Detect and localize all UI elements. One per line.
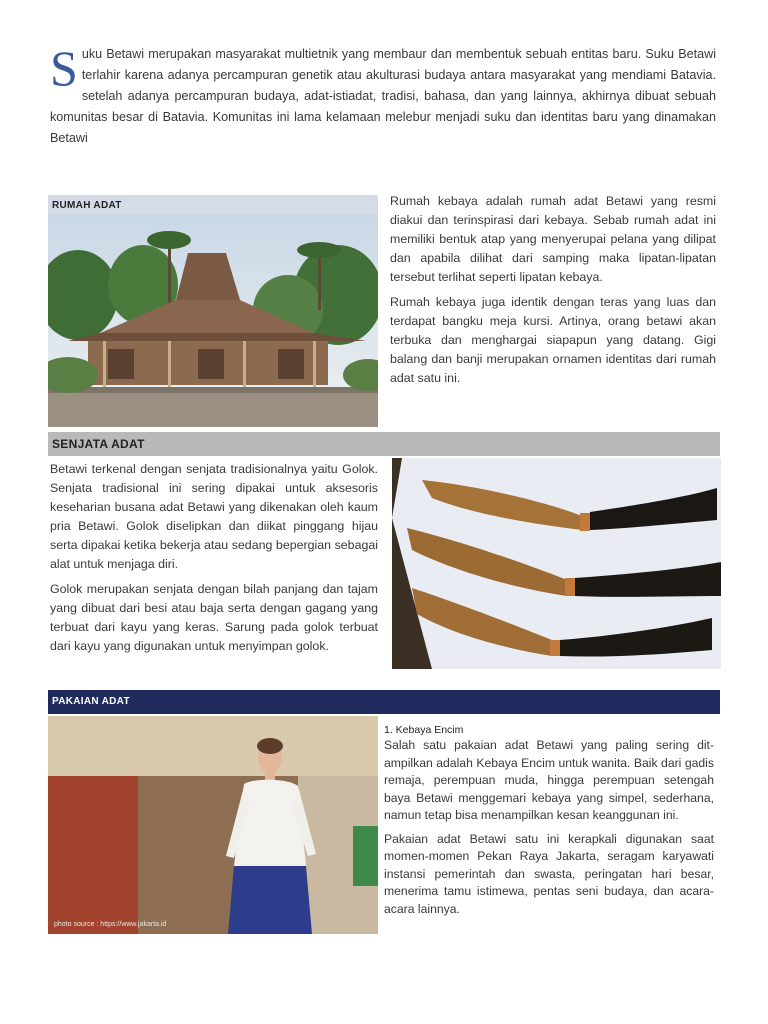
senjata-adat-label: SENJATA ADAT xyxy=(52,437,145,451)
kebaya-model-image xyxy=(48,716,378,934)
rumah-paragraph-2: Rumah kebaya juga identik dengan teras yang luas dan terdapat bangku meja kursi. Artinya, orang betawi akan terbuka dan menghargai siapapun yang datang. Gigi balang dan banji merupakan ornamen identitas dari rumah adat satu ini. xyxy=(390,295,716,385)
pakaian-adat-label-bar xyxy=(48,690,720,714)
photo-caption: photo source : https://www.jakarta.id xyxy=(54,921,167,928)
rumah-adat-photo xyxy=(48,215,378,427)
senjata-paragraph-2: Golok merupakan senjata dengan bilah panjang dan tajam yang dibuat dari besi atau baja serta dengan gagang yang terbuat dari kayu yang keras. Sarung pada golok terbuat dari kayu yang digunakan untuk menyimpan golok. xyxy=(50,582,378,653)
kebaya-encim-heading: 1. Kebaya Encim xyxy=(384,724,464,736)
pakaian-paragraph-1: Salah satu pakaian adat Betawi yang paling sering dit-ampilkan adalah Kebaya Encim untuk wanita. Baik dari gadis remaja, perempuan muda, hingga perempuan setengah baya Betawi menggemari kebaya yang simpel, sederhana, namun tetap bisa menampilkan kesan keanggunan ini. xyxy=(384,738,714,822)
rumah-paragraph-1: Rumah kebaya adalah rumah adat Betawi yang resmi diakui dan terinspirasi dari kebaya. Sebab rumah adat ini memiliki bentuk atap yang menyerupai pelana yang dilipat dan apabila dilihat dari samping maka lipatan-lipatan tersebut terlihat seperti lipatan kebaya. xyxy=(390,194,716,284)
intro-text: uku Betawi merupakan masyarakat multietnik yang membaur dan membentuk sebuah entitas baru. Suku Betawi terlahir karena adanya percampuran genetik atau akulturasi budaya antara masyarakat yang mendiami Batavia. setelah adanya percampuran budaya, adat-istiadat, tradisi, bahasa, dan yang lainnya, akhirnya dibuat sebuah komunitas besar di Batavia. Komunitas ini lama kelamaan melebur menjadi suku dan identitas baru yang dinamakan Betawi xyxy=(50,47,716,145)
drop-cap: S xyxy=(50,40,78,96)
senjata-paragraph-1: Betawi terkenal dengan senjata tradisionalnya yaitu Golok. Senjata tradisional ini sering dipakai untuk aksesoris keseharian busana adat Betawi yang dikenakan oleh kaum pria Betawi. Golok diselipkan dan diikat pinggang hijau serta dipakai ketika bekerja atau sedang bepergian sebagai alat untuk menjaga diri. xyxy=(50,462,378,571)
golok-photo xyxy=(392,458,721,669)
senjata-adat-label-bar xyxy=(48,432,720,456)
rumah-adat-label: RUMAH ADAT xyxy=(52,200,122,211)
pakaian-adat-text xyxy=(384,724,714,924)
traditional-house-image xyxy=(48,215,378,427)
rumah-adat-label-bar xyxy=(48,195,378,215)
senjata-adat-text xyxy=(50,460,378,662)
golok-weapons-image xyxy=(392,458,721,669)
rumah-adat-text xyxy=(390,192,716,394)
kebaya-photo xyxy=(48,716,378,934)
pakaian-paragraph-2: Pakaian adat Betawi satu ini kerapkali digunakan saat momen-momen Pekan Raya Jakarta, seragam karyawati instansi pemerintah dan swasta, peringatan hari besar, menerima tamu istimewa, pentas seni budaya, dan acara-acara lainnya. xyxy=(384,831,714,916)
pakaian-adat-label: PAKAIAN ADAT xyxy=(52,696,130,707)
intro-paragraph xyxy=(50,40,716,149)
